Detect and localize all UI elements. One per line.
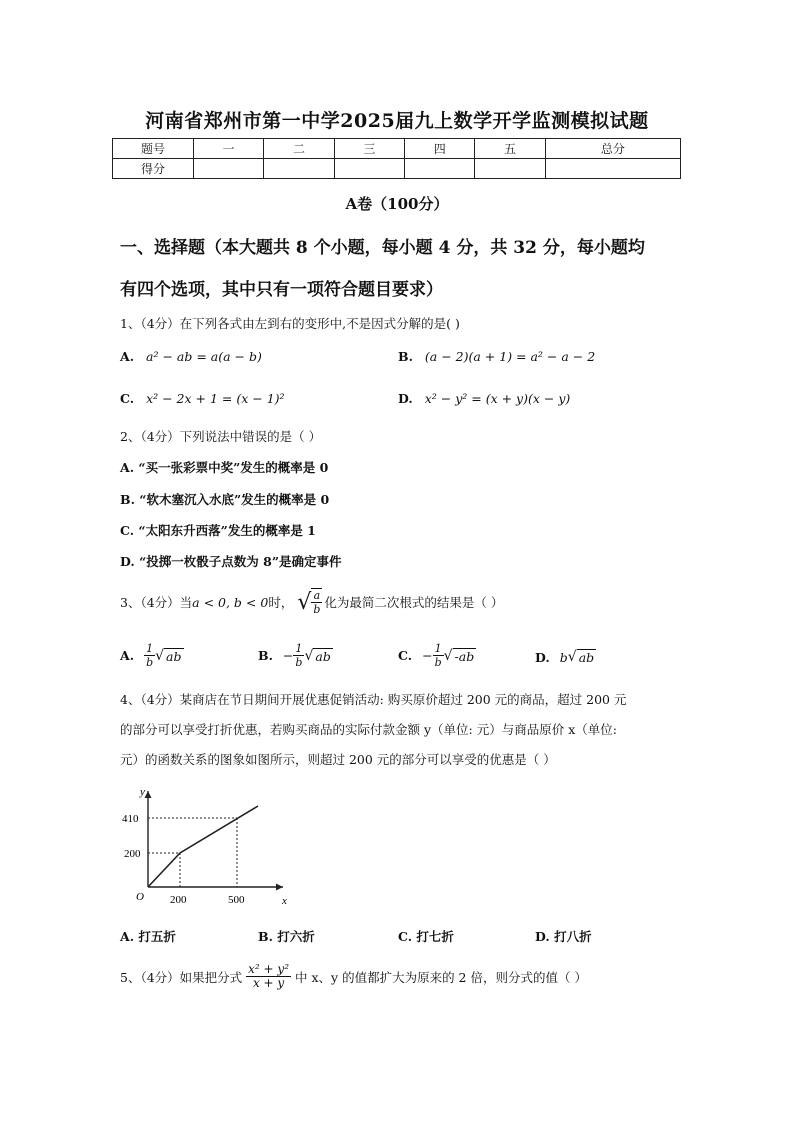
q1-option-d-math: x² − y² = (x + y)(x − y) <box>424 391 571 406</box>
q4-option-d[interactable]: D. 打八折 <box>535 929 592 944</box>
q1-option-d[interactable] <box>398 391 570 406</box>
fraction-numerator: a <box>311 589 322 603</box>
q4-stem-line3: 元）的函数关系的图象如图所示，则超过 200 元的部分可以享受的优惠是（ ） <box>120 752 556 767</box>
radical-sign: √ <box>443 647 453 664</box>
q3-stem-pre: 3、（4分）当 <box>120 595 193 610</box>
x-tick-label: 500 <box>228 894 245 906</box>
fraction-denominator: b <box>295 656 303 669</box>
minus-sign: − <box>422 648 433 663</box>
fraction-denominator: b <box>434 656 442 669</box>
score-cell[interactable] <box>405 159 475 179</box>
option-label: D. <box>535 649 550 665</box>
q4-function-graph <box>118 783 298 913</box>
radicand: ab <box>166 648 182 664</box>
radical-sign: √ <box>304 647 314 664</box>
q1-option-a-math: a² − ab = a(a − b) <box>146 349 262 364</box>
radical-sign: √ <box>155 647 165 664</box>
q4-stem-line1: 4、（4分）某商店在节日期间开展优惠促销活动: 购买原价超过 200 元的商品，超过 200 元 <box>120 692 627 707</box>
radical-sign: √ <box>567 649 577 665</box>
q3-stem-mid: 时， <box>268 595 294 610</box>
q1-option-b[interactable] <box>398 349 595 364</box>
q3-condition: a < 0, b < 0 <box>192 594 269 610</box>
q1-option-c-math: x² − 2x + 1 = (x − 1)² <box>146 391 285 406</box>
score-row-label: 得分 <box>113 159 194 179</box>
q2-stem: 2、（4分）下列说法中错误的是（ ） <box>120 429 322 444</box>
fraction-numerator: 1 <box>433 642 444 656</box>
minus-sign: − <box>282 648 294 663</box>
radicand: ab <box>578 650 595 665</box>
q3-option-a[interactable] <box>120 642 184 669</box>
score-table-score-row <box>113 159 681 179</box>
q3-option-d[interactable] <box>535 649 596 665</box>
q4-stem-line2: 的部分可以享受打折优惠，若购买商品的实际付款金额 y（单位: 元）与商品原价 x（单位: <box>120 722 617 737</box>
y-axis-label: y <box>140 786 145 798</box>
q5-stem-post: 中 x、y 的值都扩大为原来的 2 倍，则分式的值（ ） <box>295 969 587 985</box>
fraction-numerator: 1 <box>144 642 155 656</box>
section-a-heading: A卷（100分） <box>345 195 449 213</box>
option-label: B. <box>258 648 273 663</box>
q5-fraction <box>246 963 291 990</box>
q4-option-c[interactable]: C. 打七折 <box>398 929 454 944</box>
option-label: A. <box>120 648 135 663</box>
q3-option-c-fraction <box>433 642 444 669</box>
radicand: -ab <box>454 648 475 664</box>
x-axis-arrow-icon <box>276 884 283 891</box>
score-table <box>112 138 681 179</box>
q5-stem <box>120 963 587 990</box>
fraction-denominator: x + y <box>252 976 285 990</box>
score-header-cell: 五 <box>475 139 545 159</box>
radicand: ab <box>315 648 331 664</box>
y-axis-arrow-icon <box>145 791 152 798</box>
q3-option-b-fraction <box>293 642 304 669</box>
option-label: B. <box>398 349 413 364</box>
x-tick-label: 200 <box>170 894 187 906</box>
q2-option-c[interactable]: C. “太阳东升西落”发生的概率是 1 <box>120 523 316 538</box>
fraction-denominator: b <box>146 656 154 669</box>
option-label: C. <box>398 648 413 663</box>
fraction-denominator: b <box>313 603 321 616</box>
section1-heading-line2: 有四个选项，其中只有一项符合题目要求） <box>120 280 443 300</box>
score-cell[interactable] <box>475 159 545 179</box>
q4-option-a[interactable]: A. 打五折 <box>120 929 176 944</box>
q2-option-a[interactable]: A. “买一张彩票中奖”发生的概率是 0 <box>120 460 329 475</box>
score-header-cell: 题号 <box>113 139 194 159</box>
q3-option-b[interactable] <box>258 642 333 669</box>
score-header-cell: 总分 <box>545 139 680 159</box>
q1-stem: 1、（4分）在下列各式由左到右的变形中,不是因式分解的是( ) <box>120 316 460 331</box>
coefficient: b <box>559 649 568 665</box>
q4-option-b[interactable]: B. 打六折 <box>258 929 315 944</box>
radical-sign: √ <box>297 589 312 615</box>
score-header-cell: 二 <box>264 139 334 159</box>
q1-option-b-math: (a − 2)(a + 1) = a² − a − 2 <box>424 349 596 364</box>
option-label: C. <box>120 391 135 406</box>
exam-title: 河南省郑州市第一中学2025届九上数学开学监测模拟试题 <box>145 110 649 132</box>
y-tick-label: 410 <box>122 813 139 825</box>
q3-stem <box>120 588 503 616</box>
score-table-header-row <box>113 139 681 159</box>
section1-heading-line1: 一、选择题（本大题共 8 个小题，每小题 4 分，共 32 分，每小题均 <box>120 238 645 258</box>
q1-option-c[interactable] <box>120 391 285 406</box>
score-header-cell: 四 <box>405 139 475 159</box>
q2-option-d[interactable]: D. “投掷一枚骰子点数为 8”是确定事件 <box>120 554 342 569</box>
q5-stem-pre: 5、（4分）如果把分式 <box>120 969 243 985</box>
score-cell[interactable] <box>545 159 680 179</box>
score-cell[interactable] <box>264 159 334 179</box>
fraction-numerator: 1 <box>293 642 304 656</box>
option-label: D. <box>398 391 413 406</box>
q3-option-a-fraction <box>144 642 155 669</box>
fraction-numerator: x² + y² <box>248 962 290 976</box>
option-label: A. <box>120 349 135 364</box>
score-cell[interactable] <box>194 159 264 179</box>
q3-option-c[interactable] <box>398 642 476 669</box>
score-cell[interactable] <box>334 159 404 179</box>
score-header-cell: 一 <box>194 139 264 159</box>
score-header-cell: 三 <box>334 139 404 159</box>
q3-fraction <box>311 588 322 616</box>
y-tick-label: 200 <box>124 848 141 860</box>
x-axis-label: x <box>282 895 287 907</box>
origin-label: O <box>136 891 144 903</box>
q2-option-b[interactable]: B. “软木塞沉入水底”发生的概率是 0 <box>120 492 330 507</box>
q1-option-a[interactable] <box>120 349 262 364</box>
q3-stem-post: 化为最简二次根式的结果是（ ） <box>324 595 504 610</box>
